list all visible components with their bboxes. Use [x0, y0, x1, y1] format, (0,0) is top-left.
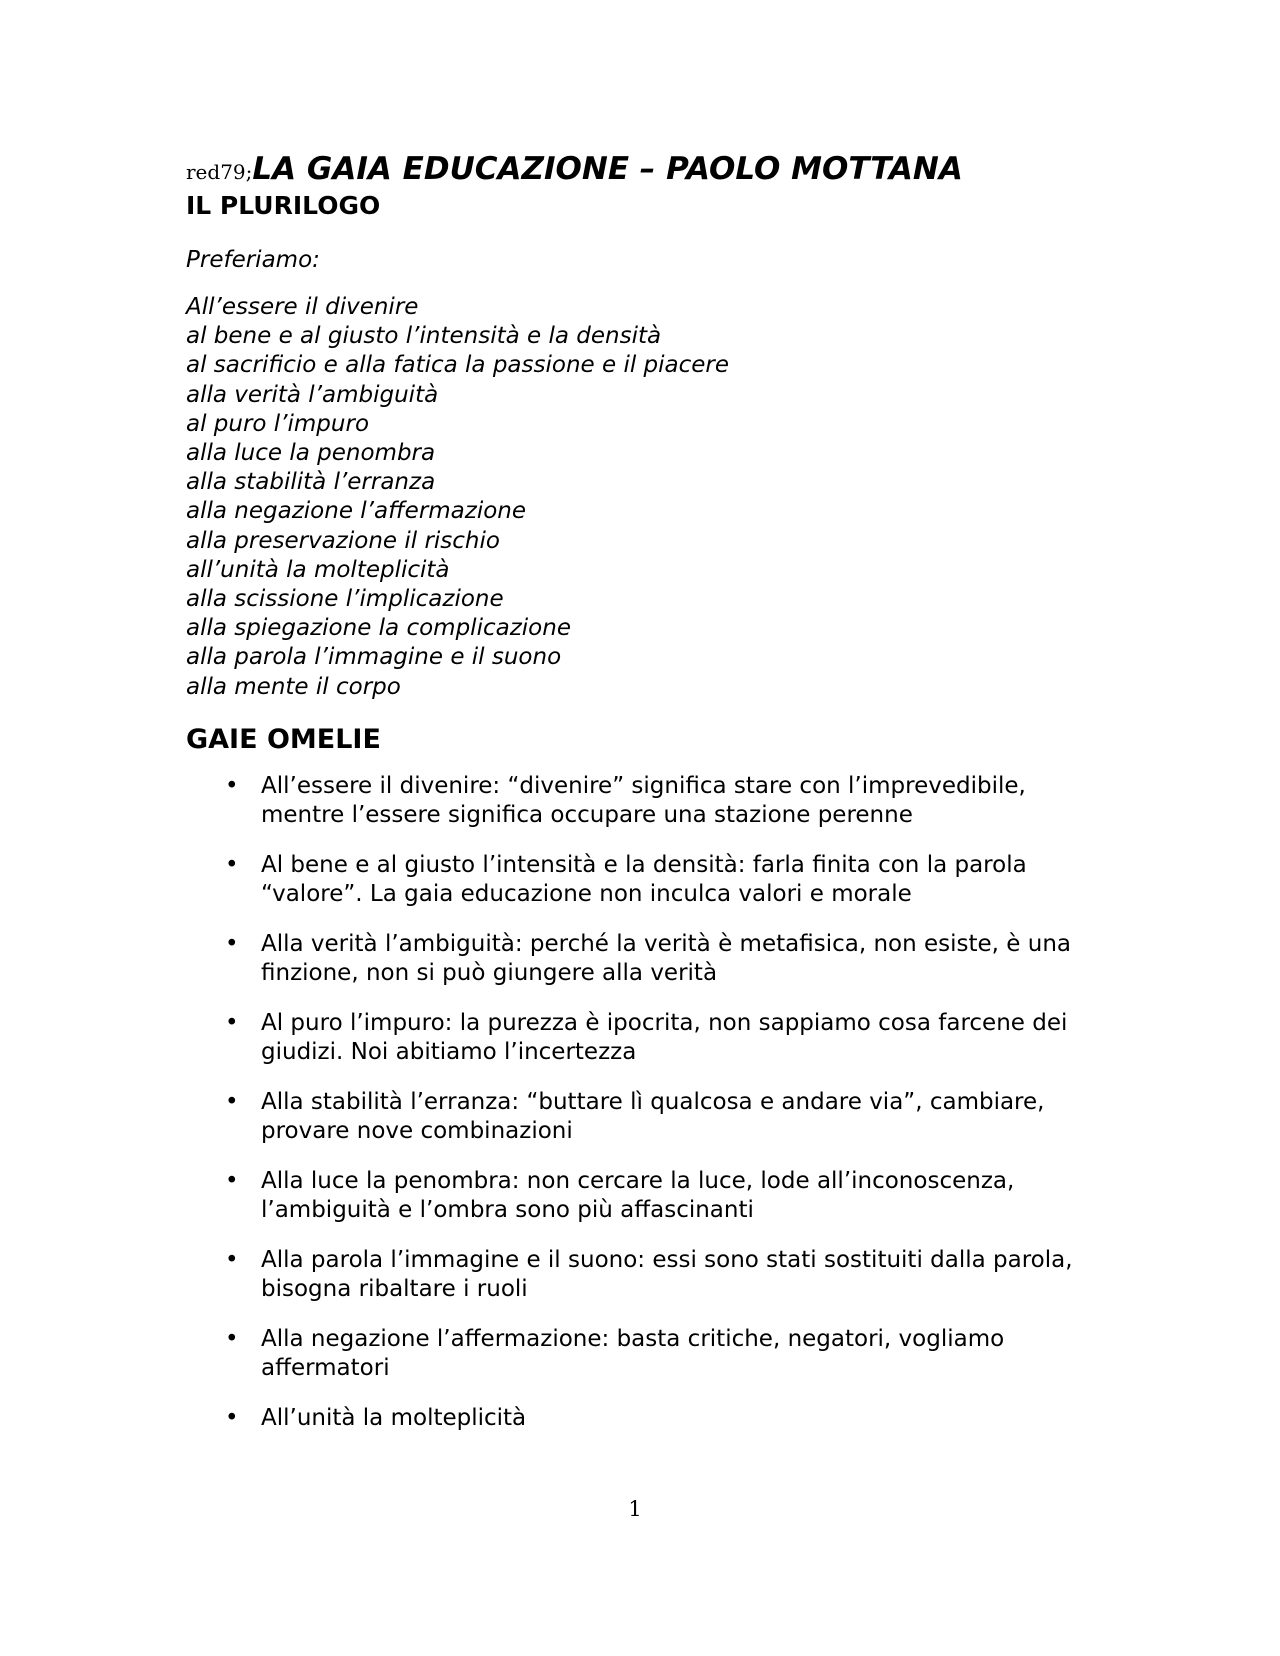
list-item — [186, 772, 1081, 831]
list-item-text: Al puro l’impuro: la purezza è ipocrita, non sappiamo cosa farcene dei giudizi. Noi abitiamo l’incertezza — [261, 1009, 1068, 1066]
list-item-text: Alla verità l’ambiguità: perché la verità è metafisica, non esiste, è una finzione, non si può giungere alla verità — [261, 930, 1071, 987]
poem-line: alla scissione l’implicazione — [186, 586, 504, 613]
bullet-icon: • — [225, 930, 239, 957]
document-title: LA GAIA EDUCAZIONE – PAOLO MOTTANA — [252, 151, 963, 187]
list-item — [186, 1088, 1081, 1147]
document-subtitle: IL PLURILOGO — [186, 191, 381, 220]
bullet-icon: • — [225, 1009, 239, 1036]
poem-line: alla stabilità l’erranza — [186, 469, 436, 496]
poem-line: All’essere il divenire — [186, 294, 419, 320]
poem-line: alla mente il corpo — [186, 673, 401, 700]
page-content — [186, 150, 1106, 1453]
poem-line: alla negazione l’affermazione — [186, 498, 527, 525]
bullet-icon: • — [225, 1088, 239, 1115]
list-item — [186, 1167, 1081, 1226]
bullet-icon: • — [225, 1325, 239, 1352]
bullet-icon: • — [225, 851, 239, 878]
list-item — [186, 1009, 1081, 1068]
poem-line: alla verità l’ambiguità — [186, 381, 439, 408]
bullet-icon: • — [225, 1246, 239, 1273]
list-item-text: Alla luce la penombra: non cercare la luce, lode all’inconoscenza, l’ambiguità e l’ombra sono più affascinanti — [261, 1167, 1015, 1224]
poem-line: al puro l’impuro — [186, 410, 370, 437]
list-item-text: All’essere il divenire: “divenire” significa stare con l’imprevedibile, mentre l’essere significa occupare una stazione perenne — [261, 772, 1026, 829]
list-item — [186, 930, 1081, 989]
poem-line: alla luce la penombra — [186, 440, 436, 467]
bullet-icon: • — [225, 1167, 239, 1194]
poem-list — [186, 293, 1106, 702]
omelie-list — [186, 772, 1106, 1434]
list-item — [186, 1404, 1081, 1434]
poem-line: al bene e al giusto l’intensità e la densità — [186, 323, 662, 350]
list-item — [186, 1246, 1081, 1305]
poem-line: alla parola l’immagine e il suono — [186, 644, 562, 671]
page-number: 1 — [628, 1497, 642, 1521]
poem-line: al sacrificio e alla fatica la passione e il piacere — [186, 352, 730, 379]
document-code: red79; — [186, 160, 253, 184]
poem-line: alla preservazione il rischio — [186, 527, 500, 554]
document-title-line — [186, 150, 1106, 190]
list-item — [186, 1325, 1081, 1384]
list-item-text: Al bene e al giusto l’intensità e la densità: farla finita con la parola “valore”. La gaia educazione non inculca valori e morale — [261, 851, 1027, 908]
list-item-text: All’unità la molteplicità — [261, 1404, 527, 1431]
bullet-icon: • — [225, 1404, 239, 1431]
poem-line: all’unità la molteplicità — [186, 556, 450, 583]
section-title: GAIE OMELIE — [186, 723, 381, 755]
poem-line: alla spiegazione la complicazione — [186, 615, 571, 642]
intro-text: Preferiamo: — [186, 247, 320, 273]
list-item-text: Alla stabilità l’erranza: “buttare lì qualcosa e andare via”, cambiare, provare nove combinazioni — [261, 1088, 1045, 1145]
bullet-icon: • — [225, 772, 239, 799]
list-item-text: Alla negazione l’affermazione: basta critiche, negatori, vogliamo affermatori — [261, 1325, 1005, 1382]
list-item — [186, 851, 1081, 910]
list-item-text: Alla parola l’immagine e il suono: essi sono stati sostituiti dalla parola, bisogna ribaltare i ruoli — [261, 1246, 1073, 1303]
